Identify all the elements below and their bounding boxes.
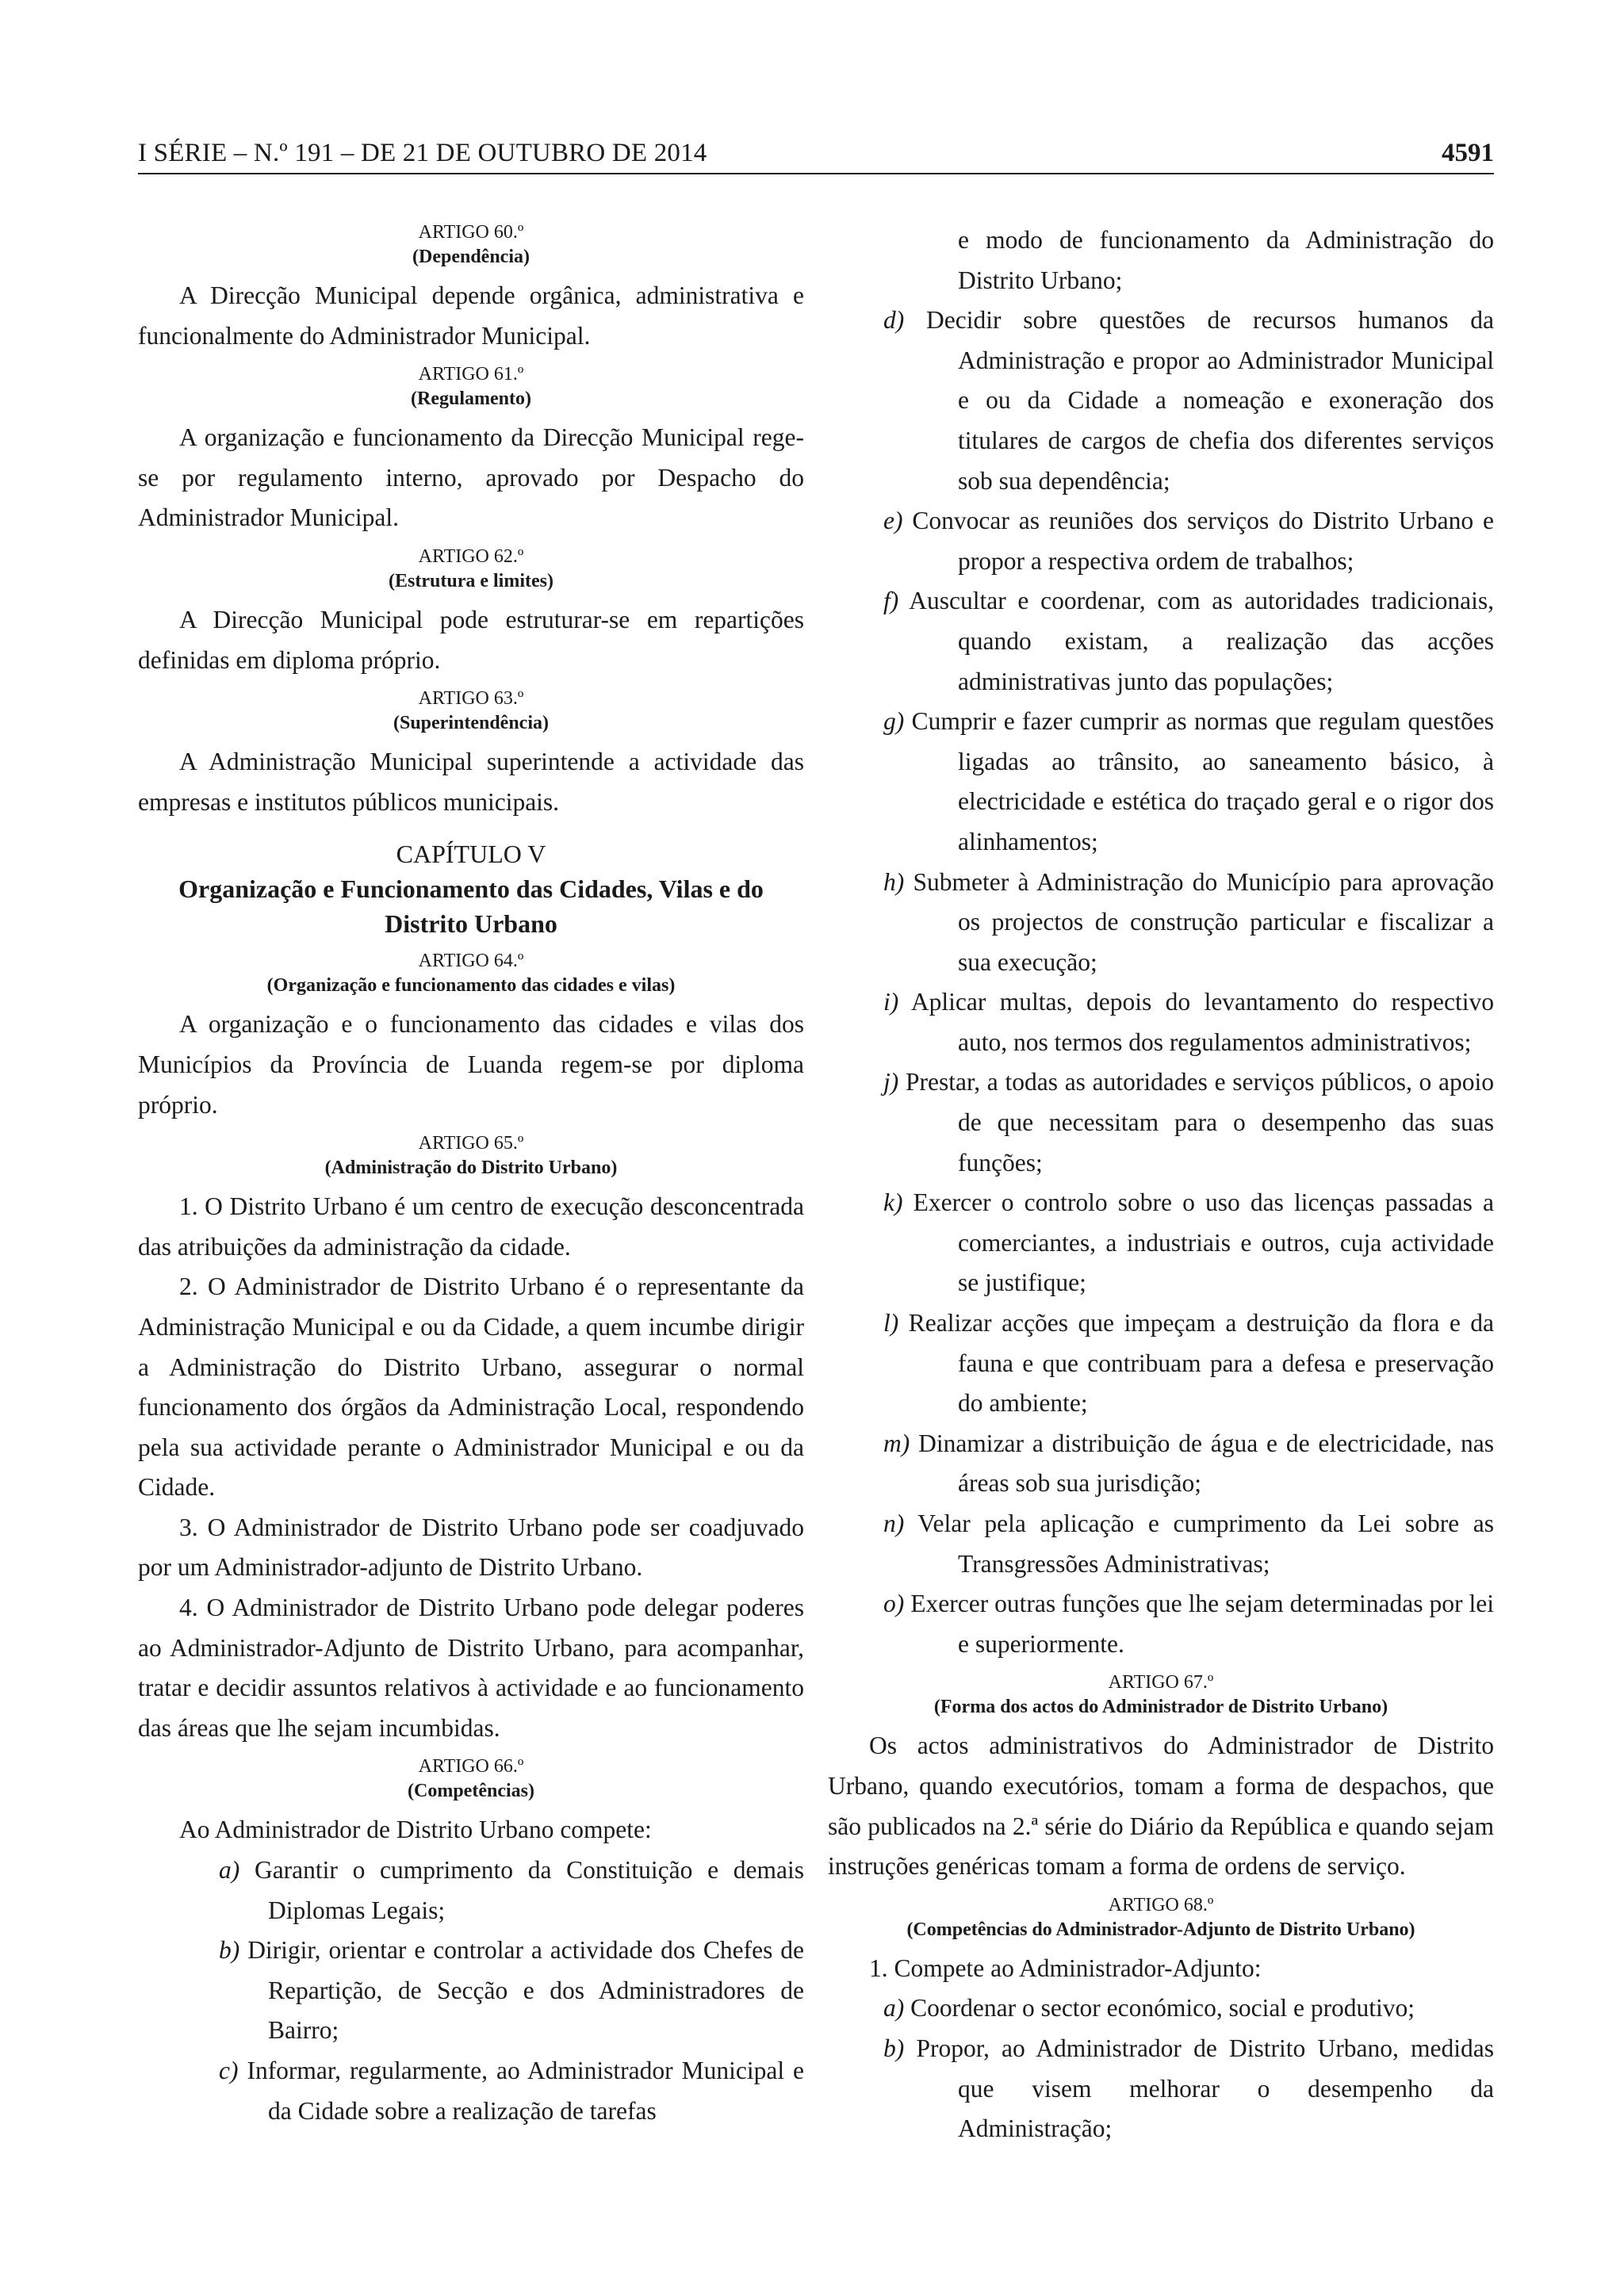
list-letter: m) xyxy=(883,1429,910,1457)
list-text: Convocar as reuniões dos serviços do Distrito Urbano e propor a respectiva ordem de trabalhos; xyxy=(912,507,1495,575)
article-title: (Competências do Administrador-Adjunto de Distrito Urbano) xyxy=(906,1919,1415,1940)
paragraph: Os actos administrativos do Administrador de Distrito Urbano, quando executórios, tomam a forma de despachos, que são publicados na 2.ª série do Diário da República e quando sejam instruções genéricas tomam a forma de ordens de serviço. xyxy=(828,1732,1494,1881)
list-letter: b) xyxy=(219,1936,240,1965)
series-issue-date: I SÉRIE – N.º 191 – DE 21 DE OUTUBRO DE 2014 xyxy=(138,139,707,167)
article-label: ARTIGO 60.º xyxy=(418,222,524,243)
list-item xyxy=(828,1988,1494,2029)
list-letter: g) xyxy=(883,707,905,736)
list-item xyxy=(828,2029,1494,2149)
article-label: ARTIGO 62.º xyxy=(418,545,524,567)
chapter-title: Organização e Funcionamento das Cidades, Vilas e do Distrito Urbano xyxy=(178,874,764,939)
article-label: ARTIGO 64.º xyxy=(418,951,524,972)
paragraph: Ao Administrador de Distrito Urbano compete: xyxy=(179,1816,652,1844)
article-title: (Forma dos actos do Administrador de Distrito Urbano) xyxy=(933,1697,1388,1718)
list-text: Realizar acções que impeçam a destruição da flora e da fauna e que contribuam para a defesa e preservação do ambiente; xyxy=(908,1309,1495,1418)
chapter-label: CAPÍTULO V xyxy=(396,840,546,869)
article-title: (Regulamento) xyxy=(411,388,531,410)
paragraph: 1. Compete ao Administrador-Adjunto: xyxy=(869,1954,1262,1982)
article-label: ARTIGO 67.º xyxy=(1108,1672,1214,1693)
list-text: Submeter à Administração do Município para aprovação os projectos de construção particular e fiscalizar a sua execução; xyxy=(913,867,1494,976)
article-title: (Superintendência) xyxy=(393,713,549,734)
article-label: ARTIGO 66.º xyxy=(418,1756,524,1777)
paragraph: 2. O Administrador de Distrito Urbano é o representante da Administração Municipal e ou da Cidade, a quem incumbe dirigir a Administração do Distrito Urbano, assegurar o normal funcionamento dos órgãos da Administração Local, respondendo pela sua actividade perante o Administrador Municipal e ou da Cidade. xyxy=(138,1272,804,1502)
article-label: ARTIGO 61.º xyxy=(418,364,524,385)
list-letter: n) xyxy=(883,1510,905,1537)
article-title: (Competências) xyxy=(408,1781,534,1802)
list-text: Decidir sobre questões de recursos humanos da Administração e propor ao Administrador Municipal e ou da Cidade a nomeação e exoneração dos titulares de cargos de chefia dos diferentes serviços sob sua dependência; xyxy=(926,306,1495,495)
right-column xyxy=(828,220,1494,2149)
article-label: ARTIGO 63.º xyxy=(418,688,524,710)
page-header xyxy=(138,127,1494,174)
list-item xyxy=(828,863,1494,983)
list-letter: a) xyxy=(883,1994,905,2022)
paragraph: 1. O Distrito Urbano é um centro de execução desconcentrada das atribuições da administração da cidade. xyxy=(138,1192,804,1261)
list-letter: j) xyxy=(883,1068,899,1096)
list-text: Dirigir, orientar e controlar a actividade dos Chefes de Repartição, de Secção e dos Administradores de Bairro; xyxy=(247,1936,805,2045)
list-letter: d) xyxy=(883,306,905,335)
list-text: Auscultar e coordenar, com as autoridades tradicionais, quando existam, a realização das acções administrativas junto das populações; xyxy=(909,587,1494,695)
paragraph: A Administração Municipal superintende a actividade das empresas e institutos públicos municipais. xyxy=(138,748,804,816)
list-item xyxy=(828,1504,1494,1584)
list-item xyxy=(828,982,1494,1062)
list-item xyxy=(138,1850,804,1931)
list-text: Velar pela aplicação e cumprimento da Lei sobre as Transgressões Administrativas; xyxy=(917,1510,1494,1578)
list-item xyxy=(138,1931,804,2051)
paragraph: A organização e funcionamento da Direcção Municipal rege-se por regulamento interno, aprovado por Despacho do Administrador Municipal. xyxy=(138,423,804,532)
list-text: Exercer o controlo sobre o uso das licenças passadas a comerciantes, a industriais e outros, cuja actividade se justifique; xyxy=(913,1188,1494,1297)
list-item xyxy=(828,1062,1494,1183)
list-item xyxy=(828,1303,1494,1424)
list-letter: f) xyxy=(883,587,899,615)
paragraph: 4. O Administrador de Distrito Urbano pode delegar poderes ao Administrador-Adjunto de Distrito Urbano, para acompanhar, tratar e decidir assuntos relativos à actividade e ao funcionamento das áreas que lhe sejam incumbidas. xyxy=(138,1594,804,1742)
paragraph: A Direcção Municipal pode estruturar-se em repartições definidas em diploma próprio. xyxy=(138,605,804,674)
list-text: Coordenar o sector económico, social e produtivo; xyxy=(910,1994,1415,2022)
list-text: Garantir o cumprimento da Constituição e demais Diplomas Legais; xyxy=(254,1856,804,1924)
list-letter: b) xyxy=(883,2034,905,2062)
list-text: Propor, ao Administrador de Distrito Urbano, medidas que visem melhorar o desempenho da Administração; xyxy=(916,2034,1495,2143)
article-title: (Dependência) xyxy=(412,247,530,267)
list-item-continuation: e modo de funcionamento da Administração do Distrito Urbano; xyxy=(958,226,1494,294)
list-text: Aplicar multas, depois do levantamento do respectivo auto, nos termos dos regulamentos administrativos; xyxy=(910,988,1494,1056)
article-label: ARTIGO 68.º xyxy=(1108,1894,1214,1915)
list-letter: a) xyxy=(219,1856,240,1885)
list-text: Prestar, a todas as autoridades e serviços públicos, o apoio de que necessitam para o desempenho das suas funções; xyxy=(905,1068,1495,1177)
list-item xyxy=(828,501,1494,581)
list-item xyxy=(828,1584,1494,1664)
list-item xyxy=(828,1424,1494,1504)
article-title: (Estrutura e limites) xyxy=(389,570,553,591)
list-letter: c) xyxy=(219,2057,239,2084)
article-title: (Administração do Distrito Urbano) xyxy=(324,1158,618,1179)
article-title: (Organização e funcionamento das cidades e vilas) xyxy=(266,975,676,997)
paragraph: A Direcção Municipal depende orgânica, administrativa e funcionalmente do Administrador Municipal. xyxy=(138,281,804,350)
list-text: Informar, regularmente, ao Administrador Municipal e da Cidade sobre a realização de tarefas xyxy=(247,2057,805,2125)
list-item xyxy=(138,2051,804,2131)
list-item xyxy=(828,581,1494,702)
article-label: ARTIGO 65.º xyxy=(418,1133,524,1154)
page-number: 4591 xyxy=(1442,139,1494,167)
list-text: Cumprir e fazer cumprir as normas que regulam questões ligadas ao trânsito, ao saneamento básico, à electricidade e estética do traçado geral e o rigor dos alinhamentos; xyxy=(911,707,1494,855)
list-letter: l) xyxy=(883,1309,899,1337)
list-letter: k) xyxy=(883,1188,903,1217)
paragraph: 3. O Administrador de Distrito Urbano pode ser coadjuvado por um Administrador-adjunto de Distrito Urbano. xyxy=(138,1513,804,1582)
left-column xyxy=(138,220,804,2131)
list-item xyxy=(828,1183,1494,1303)
list-letter: e) xyxy=(883,507,903,535)
list-item xyxy=(828,702,1494,862)
list-text: Exercer outras funções que lhe sejam determinadas por lei e superiormente. xyxy=(910,1590,1495,1658)
paragraph: A organização e o funcionamento das cidades e vilas dos Municípios da Província de Luanda regem-se por diploma próprio. xyxy=(138,1010,804,1119)
list-letter: h) xyxy=(883,867,905,896)
list-text: Dinamizar a distribuição de água e de electricidade, nas áreas sob sua jurisdição; xyxy=(918,1429,1494,1498)
list-item xyxy=(828,300,1494,501)
list-letter: o) xyxy=(883,1590,905,1618)
list-letter: i) xyxy=(883,988,899,1016)
